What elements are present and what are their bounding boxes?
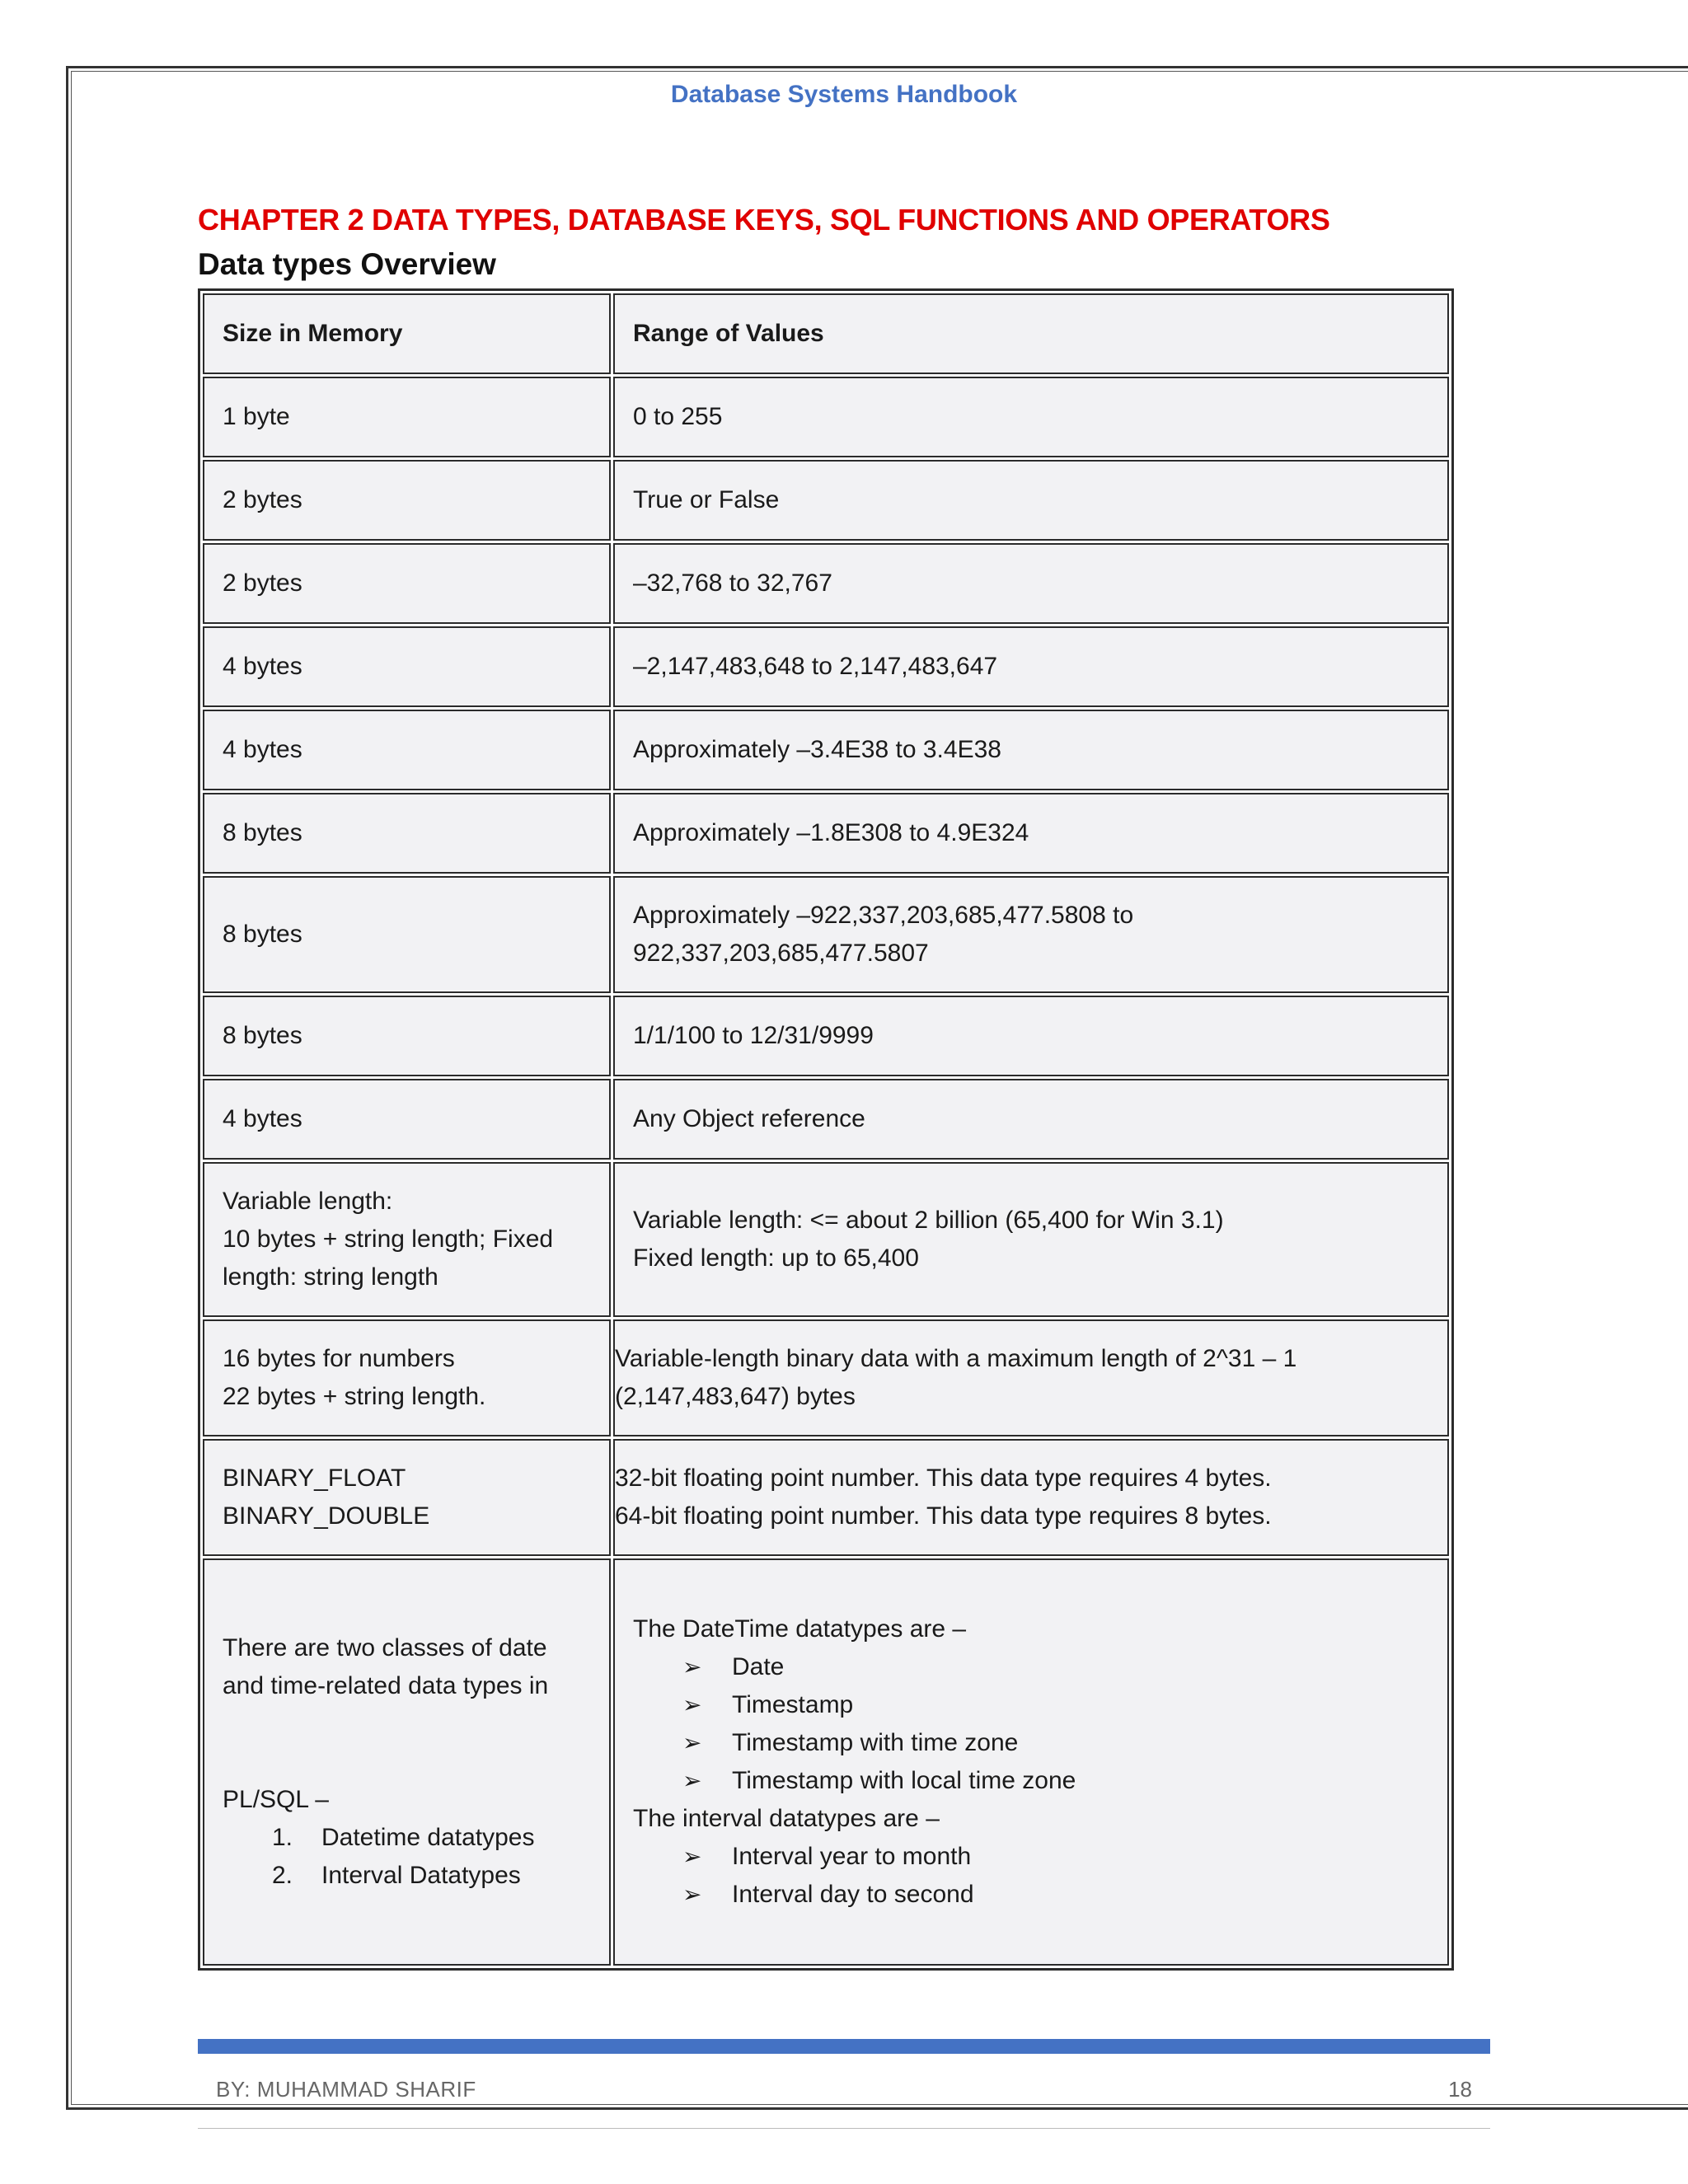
data-types-table	[198, 288, 1454, 1971]
arrow-bullet-icon: ➢	[682, 1692, 702, 1718]
range-line: 1/1/100 to 12/31/9999	[633, 1022, 874, 1049]
range-cell	[613, 1162, 1449, 1317]
header-range-of-values: Range of Values	[613, 293, 1449, 374]
table-row	[203, 626, 1449, 707]
size-cell	[203, 996, 611, 1076]
list-text: Interval Datatypes	[321, 1862, 521, 1889]
list-item	[633, 1648, 1429, 1686]
list-item	[223, 1819, 591, 1857]
size-cell	[203, 1079, 611, 1160]
range-line: Approximately –3.4E38 to 3.4E38	[633, 736, 1001, 763]
arrow-bullet-icon: ➢	[682, 1768, 702, 1793]
range-cell	[613, 793, 1449, 874]
interval-intro: The interval datatypes are –	[633, 1805, 940, 1832]
range-line: True or False	[633, 486, 780, 513]
size-line: Variable length:	[223, 1188, 393, 1215]
list-text: Interval day to second	[732, 1881, 974, 1908]
range-cell	[613, 710, 1449, 790]
size-line: length: string length	[223, 1263, 438, 1291]
header-size-in-memory: Size in Memory	[203, 293, 611, 374]
list-text: Date	[732, 1653, 785, 1680]
table-row	[203, 876, 1449, 993]
list-text: Timestamp with time zone	[732, 1729, 1019, 1756]
range-line: –32,768 to 32,767	[633, 569, 832, 597]
table-row-datetime-classes	[203, 1558, 1449, 1966]
running-header: Database Systems Handbook	[670, 81, 1018, 108]
range-line: 32-bit floating point number. This data type requires 4 bytes.	[615, 1465, 1272, 1492]
table-row	[203, 377, 1449, 457]
size-line: 4 bytes	[223, 736, 302, 763]
size-cell	[203, 543, 611, 624]
list-text: Timestamp	[732, 1691, 854, 1718]
size-line: 22 bytes + string length.	[223, 1383, 486, 1410]
size-cell	[203, 793, 611, 874]
arrow-bullet-icon: ➢	[682, 1654, 702, 1680]
range-line: Approximately –1.8E308 to 4.9E324	[633, 819, 1029, 846]
range-cell	[613, 460, 1449, 541]
range-line: Variable-length binary data with a maximum length of 2^31 – 1	[615, 1345, 1297, 1372]
list-item	[633, 1724, 1429, 1762]
datetime-classes-cell	[203, 1558, 611, 1966]
size-line: 10 bytes + string length; Fixed	[223, 1226, 554, 1253]
footer-accent-bar	[198, 2039, 1490, 2054]
range-line: Any Object reference	[633, 1105, 865, 1132]
list-item	[633, 1686, 1429, 1724]
chapter-title: CHAPTER 2 DATA TYPES, DATABASE KEYS, SQL FUNCTIONS AND OPERATORS	[198, 203, 1330, 237]
size-line: 2 bytes	[223, 486, 302, 513]
plsql-label: PL/SQL –	[223, 1786, 329, 1813]
footer-author: BY: MUHAMMAD SHARIF	[216, 2077, 476, 2102]
size-line: 8 bytes	[223, 1022, 302, 1049]
size-line: 4 bytes	[223, 653, 302, 680]
table-row	[203, 460, 1449, 541]
table-row	[203, 1079, 1449, 1160]
size-cell	[203, 1162, 611, 1317]
arrow-bullet-icon: ➢	[682, 1730, 702, 1755]
range-cell	[613, 876, 1449, 993]
range-cell	[613, 543, 1449, 624]
table-row	[203, 710, 1449, 790]
size-line: 1 byte	[223, 403, 290, 430]
list-number: 1.	[272, 1824, 293, 1851]
size-cell	[203, 710, 611, 790]
range-cell	[613, 1319, 1449, 1436]
intro-line: and time-related data types in	[223, 1672, 549, 1699]
arrow-bullet-icon: ➢	[682, 1844, 702, 1869]
list-number: 2.	[272, 1862, 293, 1889]
size-line: 2 bytes	[223, 569, 302, 597]
range-cell	[613, 1079, 1449, 1160]
bottom-rule	[198, 2128, 1490, 2129]
table-header-row	[203, 293, 1449, 374]
range-cell	[613, 1439, 1449, 1556]
size-line: 8 bytes	[223, 819, 302, 846]
table-row	[203, 1319, 1449, 1436]
table-row	[203, 793, 1449, 874]
size-cell	[203, 377, 611, 457]
size-line: BINARY_DOUBLE	[223, 1502, 430, 1530]
list-item	[223, 1857, 591, 1895]
range-cell	[613, 996, 1449, 1076]
list-item	[633, 1876, 1429, 1914]
section-title: Data types Overview	[198, 247, 496, 281]
range-line: Variable length: <= about 2 billion (65,400 for Win 3.1)	[633, 1207, 1224, 1234]
size-line: 16 bytes for numbers	[223, 1345, 455, 1372]
table-row	[203, 1162, 1449, 1317]
range-line: (2,147,483,647) bytes	[615, 1383, 856, 1410]
datetime-types-cell	[613, 1558, 1449, 1966]
page-number: 18	[1448, 2077, 1472, 2102]
range-line: –2,147,483,648 to 2,147,483,647	[633, 653, 998, 680]
list-text: Datetime datatypes	[321, 1824, 535, 1851]
size-line: 8 bytes	[223, 921, 302, 948]
list-text: Timestamp with local time zone	[732, 1767, 1076, 1794]
spacer	[223, 1705, 591, 1781]
intro-line: There are two classes of date	[223, 1634, 547, 1661]
size-cell	[203, 1439, 611, 1556]
arrow-bullet-icon: ➢	[682, 1882, 702, 1907]
range-cell	[613, 626, 1449, 707]
size-cell	[203, 460, 611, 541]
range-line: 64-bit floating point number. This data type requires 8 bytes.	[615, 1502, 1272, 1530]
range-line: Fixed length: up to 65,400	[633, 1244, 919, 1272]
table-row	[203, 543, 1449, 624]
range-line: 922,337,203,685,477.5807	[633, 940, 929, 967]
size-line: 4 bytes	[223, 1105, 302, 1132]
datetime-intro: The DateTime datatypes are –	[633, 1615, 967, 1643]
list-item	[633, 1762, 1429, 1800]
range-line: Approximately –922,337,203,685,477.5808 to	[633, 902, 1134, 929]
list-text: Interval year to month	[732, 1843, 972, 1870]
range-cell	[613, 377, 1449, 457]
size-cell	[203, 626, 611, 707]
table-row	[203, 996, 1449, 1076]
table-row	[203, 1439, 1449, 1556]
size-line: BINARY_FLOAT	[223, 1465, 406, 1492]
size-cell	[203, 876, 611, 993]
list-item	[633, 1838, 1429, 1876]
range-line: 0 to 255	[633, 403, 723, 430]
size-cell	[203, 1319, 611, 1436]
